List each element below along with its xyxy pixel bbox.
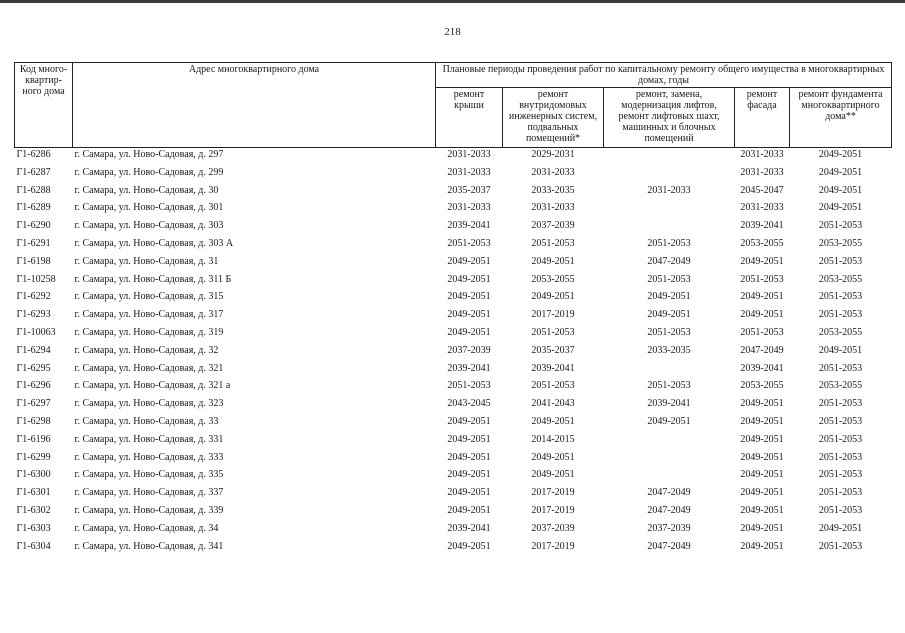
table-row: [15, 416, 892, 434]
cell-code: Г1-6289: [16, 202, 51, 214]
cell-facade: 2045-2047: [740, 184, 784, 196]
cell-address: г. Самара, ул. Ново-Садовая, д. 311 Б: [74, 273, 232, 285]
header-internal-systems: ремонт внутридомовых инженерных систем, подвальных помещений*: [503, 88, 604, 148]
cell-internal-systems: 2049-2051: [531, 415, 575, 427]
cell-elevators: 2049-2051: [647, 415, 691, 427]
cell-elevators: 2039-2041: [647, 398, 691, 410]
cell-code: Г1-6293: [16, 309, 51, 321]
cell-internal-systems: 2031-2033: [531, 166, 575, 178]
cell-roof: 2049-2051: [447, 540, 491, 552]
cell-elevators: 2047-2049: [647, 487, 691, 499]
cell-foundation: 2053-2055: [818, 380, 863, 392]
cell-foundation: 2049-2051: [818, 184, 863, 196]
cell-address: г. Самара, ул. Ново-Садовая, д. 341: [74, 540, 224, 552]
cell-roof: 2043-2045: [447, 398, 491, 410]
cell-facade: 2047-2049: [740, 344, 784, 356]
table-row: [15, 202, 892, 220]
cell-code: Г1-6302: [16, 504, 51, 516]
cell-code: Г1-10258: [16, 273, 56, 285]
cell-facade: 2049-2051: [740, 398, 784, 410]
cell-facade: 2031-2033: [740, 166, 784, 178]
cell-internal-systems: 2031-2033: [531, 202, 575, 214]
cell-elevators: 2051-2053: [647, 326, 691, 338]
cell-foundation: 2053-2055: [818, 237, 863, 249]
table-row: [15, 345, 892, 363]
table-row: [15, 541, 892, 559]
cell-address: г. Самара, ул. Ново-Садовая, д. 317: [74, 309, 224, 321]
cell-code: Г1-6291: [16, 237, 51, 249]
cell-internal-systems: 2049-2051: [531, 255, 575, 267]
cell-code: Г1-6301: [16, 487, 51, 499]
cell-foundation: 2053-2055: [818, 273, 863, 285]
cell-facade: 2049-2051: [740, 309, 784, 321]
cell-code: Г1-6297: [16, 398, 51, 410]
header-periods-group: Плановые периоды проведения работ по капитальному ремонту общего имущества в многоквартирных домах, годы: [436, 63, 892, 88]
cell-roof: 2031-2033: [447, 202, 491, 214]
cell-address: г. Самара, ул. Ново-Садовая, д. 34: [74, 522, 219, 534]
table-row: [15, 220, 892, 238]
cell-roof: 2049-2051: [447, 504, 491, 516]
header-roof: ремонт крыши: [436, 88, 503, 148]
cell-foundation: 2051-2053: [818, 433, 863, 445]
table-row: [15, 434, 892, 452]
cell-roof: 2049-2051: [447, 415, 491, 427]
table-row: [15, 274, 892, 292]
cell-roof: 2051-2053: [447, 237, 491, 249]
table-row: [15, 309, 892, 327]
cell-roof: 2031-2033: [447, 149, 491, 160]
cell-foundation: 2049-2051: [818, 344, 863, 356]
cell-facade: 2049-2051: [740, 469, 784, 481]
cell-facade: 2049-2051: [740, 415, 784, 427]
cell-address: г. Самара, ул. Ново-Садовая, д. 33: [74, 415, 219, 427]
cell-foundation: 2053-2055: [818, 326, 863, 338]
table-row: [15, 238, 892, 256]
cell-elevators: 2051-2053: [647, 380, 691, 392]
table-row: [15, 291, 892, 309]
cell-code: Г1-6290: [16, 220, 51, 232]
cell-elevators: 2031-2033: [647, 184, 691, 196]
cell-elevators: 2033-2035: [647, 344, 691, 356]
cell-roof: 2035-2037: [447, 184, 491, 196]
cell-internal-systems: 2017-2019: [531, 504, 575, 516]
table-row: [15, 398, 892, 416]
cell-foundation: 2051-2053: [818, 451, 863, 463]
cell-foundation: 2049-2051: [818, 149, 863, 160]
cell-facade: 2049-2051: [740, 540, 784, 552]
cell-facade: 2049-2051: [740, 504, 784, 516]
cell-internal-systems: 2049-2051: [531, 469, 575, 481]
cell-code: Г1-6303: [16, 522, 51, 534]
cell-address: г. Самара, ул. Ново-Садовая, д. 335: [74, 469, 224, 481]
cell-address: г. Самара, ул. Ново-Садовая, д. 321 а: [74, 380, 231, 392]
table-row: [15, 487, 892, 505]
cell-elevators: 2047-2049: [647, 540, 691, 552]
cell-internal-systems: 2041-2043: [531, 398, 575, 410]
cell-code: Г1-6288: [16, 184, 51, 196]
cell-internal-systems: 2037-2039: [531, 522, 575, 534]
table-row: [15, 523, 892, 541]
cell-elevators: [604, 469, 735, 487]
cell-address: г. Самара, ул. Ново-Садовая, д. 31: [74, 255, 219, 267]
cell-roof: 2039-2041: [447, 362, 491, 374]
cell-code: Г1-6294: [16, 344, 51, 356]
table-row: [15, 148, 892, 167]
cell-internal-systems: 2049-2051: [531, 291, 575, 303]
cell-address: г. Самара, ул. Ново-Садовая, д. 303 А: [74, 237, 234, 249]
cell-facade: 2049-2051: [740, 255, 784, 267]
table-row: [15, 452, 892, 470]
cell-elevators: 2047-2049: [647, 504, 691, 516]
cell-address: г. Самара, ул. Ново-Садовая, д. 315: [74, 291, 224, 303]
cell-code: Г1-6300: [16, 469, 51, 481]
cell-facade: 2049-2051: [740, 451, 784, 463]
cell-elevators: 2049-2051: [647, 309, 691, 321]
header-elevators: ремонт, замена, модернизация лифтов, ремонт лифтовых шахт, машинных и блочных помещений: [604, 88, 735, 148]
cell-internal-systems: 2053-2055: [531, 273, 575, 285]
cell-internal-systems: 2035-2037: [531, 344, 575, 356]
cell-internal-systems: 2017-2019: [531, 309, 575, 321]
header-code: Код много-квартир-ного дома: [15, 63, 73, 148]
cell-elevators: [604, 452, 735, 470]
table-row: [15, 380, 892, 398]
cell-elevators: 2047-2049: [647, 255, 691, 267]
cell-roof: 2039-2041: [447, 220, 491, 232]
cell-internal-systems: 2051-2053: [531, 380, 575, 392]
cell-roof: 2037-2039: [447, 344, 491, 356]
cell-foundation: 2051-2053: [818, 487, 863, 499]
cell-foundation: 2051-2053: [818, 255, 863, 267]
cell-code: Г1-6296: [16, 380, 51, 392]
cell-foundation: 2049-2051: [818, 166, 863, 178]
cell-elevators: [604, 363, 735, 381]
cell-foundation: 2051-2053: [818, 220, 863, 232]
cell-foundation: 2049-2051: [818, 522, 863, 534]
cell-code: Г1-6286: [16, 149, 51, 160]
cell-address: г. Самара, ул. Ново-Садовая, д. 321: [74, 362, 224, 374]
cell-roof: 2049-2051: [447, 326, 491, 338]
cell-roof: 2049-2051: [447, 487, 491, 499]
cell-roof: 2039-2041: [447, 522, 491, 534]
cell-foundation: 2051-2053: [818, 540, 863, 552]
table-row: [15, 469, 892, 487]
cell-elevators: 2051-2053: [647, 237, 691, 249]
cell-facade: 2031-2033: [740, 202, 784, 214]
cell-facade: 2031-2033: [740, 149, 784, 160]
cell-roof: 2049-2051: [447, 273, 491, 285]
cell-internal-systems: 2051-2053: [531, 237, 575, 249]
table-row: [15, 167, 892, 185]
cell-roof: 2051-2053: [447, 380, 491, 392]
header-row-top: [15, 63, 892, 88]
cell-address: г. Самара, ул. Ново-Садовая, д. 297: [74, 149, 224, 160]
cell-address: г. Самара, ул. Ново-Садовая, д. 303: [74, 220, 224, 232]
cell-facade: 2049-2051: [740, 433, 784, 445]
cell-elevators: [604, 434, 735, 452]
cell-address: г. Самара, ул. Ново-Садовая, д. 339: [74, 504, 224, 516]
cell-elevators: [604, 167, 735, 185]
cell-roof: 2049-2051: [447, 451, 491, 463]
cell-code: Г1-10063: [16, 326, 56, 338]
cell-internal-systems: 2033-2035: [531, 184, 575, 196]
cell-internal-systems: 2014-2015: [531, 433, 575, 445]
cell-address: г. Самара, ул. Ново-Садовая, д. 337: [74, 487, 224, 499]
cell-foundation: 2051-2053: [818, 362, 863, 374]
table-row: [15, 505, 892, 523]
cell-foundation: 2051-2053: [818, 398, 863, 410]
cell-roof: 2049-2051: [447, 291, 491, 303]
cell-code: Г1-6287: [16, 166, 51, 178]
cell-foundation: 2051-2053: [818, 309, 863, 321]
cell-roof: 2049-2051: [447, 469, 491, 481]
cell-elevators: [604, 220, 735, 238]
cell-facade: 2039-2041: [740, 220, 784, 232]
cell-foundation: 2051-2053: [818, 504, 863, 516]
cell-code: Г1-6298: [16, 415, 51, 427]
cell-internal-systems: 2017-2019: [531, 487, 575, 499]
capital-repair-schedule-table: [14, 62, 892, 558]
table-body: [15, 148, 892, 559]
cell-code: Г1-6292: [16, 291, 51, 303]
table-header: [15, 63, 892, 148]
header-address: Адрес многоквартирного дома: [73, 63, 436, 148]
cell-facade: 2049-2051: [740, 291, 784, 303]
cell-facade: 2053-2055: [740, 380, 784, 392]
cell-elevators: [604, 202, 735, 220]
cell-foundation: 2049-2051: [818, 202, 863, 214]
cell-facade: 2051-2053: [740, 326, 784, 338]
cell-code: Г1-6295: [16, 362, 51, 374]
cell-address: г. Самара, ул. Ново-Садовая, д. 299: [74, 166, 224, 178]
header-facade: ремонт фасада: [735, 88, 790, 148]
cell-foundation: 2051-2053: [818, 291, 863, 303]
cell-code: Г1-6196: [16, 433, 51, 445]
table-row: [15, 363, 892, 381]
cell-internal-systems: 2017-2019: [531, 540, 575, 552]
cell-facade: 2039-2041: [740, 362, 784, 374]
table-row: [15, 256, 892, 274]
page-number: 218: [444, 26, 461, 38]
cell-code: Г1-6299: [16, 451, 51, 463]
cell-address: г. Самара, ул. Ново-Садовая, д. 333: [74, 451, 224, 463]
cell-internal-systems: 2039-2041: [531, 362, 575, 374]
cell-roof: 2031-2033: [447, 166, 491, 178]
cell-address: г. Самара, ул. Ново-Садовая, д. 32: [74, 344, 219, 356]
cell-code: Г1-6198: [16, 255, 51, 267]
cell-elevators: 2049-2051: [647, 291, 691, 303]
cell-elevators: 2037-2039: [647, 522, 691, 534]
cell-roof: 2049-2051: [447, 255, 491, 267]
cell-address: г. Самара, ул. Ново-Садовая, д. 301: [74, 202, 224, 214]
cell-elevators: [604, 148, 735, 167]
cell-roof: 2049-2051: [447, 309, 491, 321]
cell-address: г. Самара, ул. Ново-Садовая, д. 323: [74, 398, 224, 410]
cell-roof: 2049-2051: [447, 433, 491, 445]
cell-elevators: 2051-2053: [647, 273, 691, 285]
cell-facade: 2049-2051: [740, 522, 784, 534]
cell-code: Г1-6304: [16, 540, 51, 552]
cell-facade: 2053-2055: [740, 237, 784, 249]
cell-foundation: 2051-2053: [818, 469, 863, 481]
cell-foundation: 2051-2053: [818, 415, 863, 427]
cell-internal-systems: 2051-2053: [531, 326, 575, 338]
table-row: [15, 185, 892, 203]
cell-address: г. Самара, ул. Ново-Садовая, д. 331: [74, 433, 224, 445]
cell-internal-systems: 2049-2051: [531, 451, 575, 463]
cell-address: г. Самара, ул. Ново-Садовая, д. 30: [74, 184, 219, 196]
cell-internal-systems: 2029-2031: [531, 149, 575, 160]
table-row: [15, 327, 892, 345]
cell-address: г. Самара, ул. Ново-Садовая, д. 319: [74, 326, 224, 338]
cell-internal-systems: 2037-2039: [531, 220, 575, 232]
cell-facade: 2051-2053: [740, 273, 784, 285]
scan-edge: [0, 0, 905, 3]
header-foundation: ремонт фундамента многоквартирного дома**: [790, 88, 892, 148]
cell-facade: 2049-2051: [740, 487, 784, 499]
